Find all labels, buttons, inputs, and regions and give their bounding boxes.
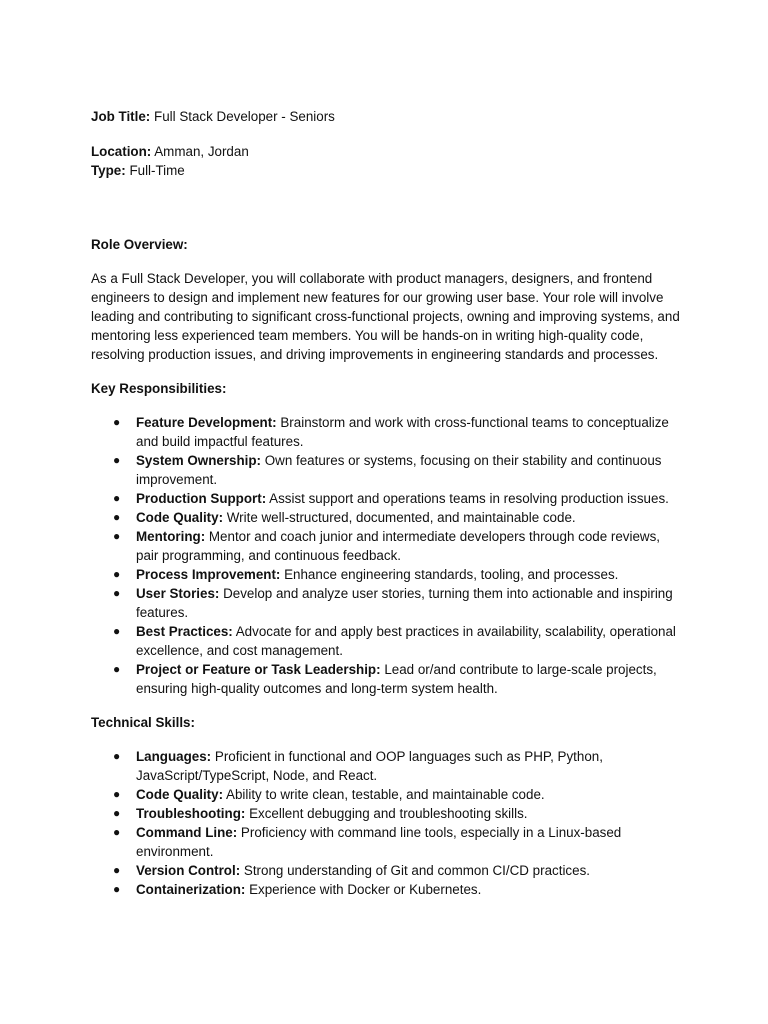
bullet-icon: ●: [113, 787, 121, 801]
list-item: ● System Ownership: Own features or systems, focusing on their stability and continuous improvement.: [113, 453, 662, 487]
bullet-icon: ●: [113, 662, 121, 676]
bullet-icon: ●: [113, 510, 121, 524]
list-item: ● Best Practices: Advocate for and apply best practices in availability, scalability, operational excellence, and cost management.: [113, 624, 676, 658]
bullet-icon: ●: [113, 825, 121, 839]
list-item: ● Code Quality: Write well-structured, documented, and maintainable code.: [113, 510, 576, 525]
list-item: ● Process Improvement: Enhance engineering standards, tooling, and processes.: [113, 567, 619, 582]
list-item: ● Containerization: Experience with Docker or Kubernetes.: [113, 882, 482, 897]
bullet-icon: ●: [113, 749, 121, 763]
bullet-icon: ●: [113, 806, 121, 820]
list-item: ● Version Control: Strong understanding of Git and common CI/CD practices.: [113, 863, 590, 878]
role-overview-heading: Role Overview:: [91, 237, 188, 252]
location-label: Location:: [91, 144, 152, 159]
job-title-label: Job Title:: [91, 109, 151, 124]
bullet-icon: ●: [113, 529, 121, 543]
bullet-icon: ●: [113, 491, 121, 505]
bullet-icon: ●: [113, 453, 121, 467]
list-item: ● Code Quality: Ability to write clean, testable, and maintainable code.: [113, 787, 545, 802]
technical-skills-heading: Technical Skills:: [91, 715, 195, 730]
bullet-icon: ●: [113, 586, 121, 600]
type-label: Type:: [91, 163, 126, 178]
location-line: [91, 142, 691, 161]
bullet-icon: ●: [113, 567, 121, 581]
bullet-icon: ●: [113, 624, 121, 638]
bullet-icon: ●: [113, 415, 121, 429]
list-item: ● Project or Feature or Task Leadership: Lead or/and contribute to large-scale projects, ensuring high-quality outcomes and long-term system health.: [113, 662, 657, 696]
location-value: Amman, Jordan: [154, 144, 249, 159]
type-value: Full-Time: [129, 163, 185, 178]
list-item: ● Languages: Proficient in functional and OOP languages such as PHP, Python, JavaScript/TypeScript, Node, and React.: [113, 749, 603, 783]
job-title-value: Full Stack Developer - Seniors: [154, 109, 335, 124]
list-item: ● Feature Development: Brainstorm and work with cross-functional teams to conceptualize and build impactful features.: [113, 415, 669, 449]
list-item: ● Mentoring: Mentor and coach junior and intermediate developers through code reviews, pair programming, and continuous feedback.: [113, 529, 660, 563]
list-item: ● Command Line: Proficiency with command line tools, especially in a Linux-based environment.: [113, 825, 622, 859]
role-overview-paragraph: As a Full Stack Developer, you will collaborate with product managers, designers, and frontend engineers to design and implement new features for our growing user base. Your role will involve leading and contributing to significant cross-functional projects, owning and improving systems, and mentoring less experienced team members. You will be hands-on in writing high-quality code, resolving production issues, and driving improvements in engineering standards and processes.: [91, 271, 680, 362]
bullet-icon: ●: [113, 863, 121, 877]
responsibilities-list: [91, 413, 691, 698]
list-item: ● Troubleshooting: Excellent debugging and troubleshooting skills.: [113, 806, 528, 821]
list-item: ● Production Support: Assist support and operations teams in resolving production issues.: [113, 491, 669, 506]
job-posting-document: [91, 107, 691, 899]
type-line: [91, 161, 691, 180]
list-item: ● User Stories: Develop and analyze user stories, turning them into actionable and inspiring features.: [113, 586, 673, 620]
bullet-icon: ●: [113, 882, 121, 896]
skills-list: [91, 747, 691, 899]
key-responsibilities-heading: Key Responsibilities:: [91, 381, 227, 396]
job-title-line: [91, 107, 691, 126]
